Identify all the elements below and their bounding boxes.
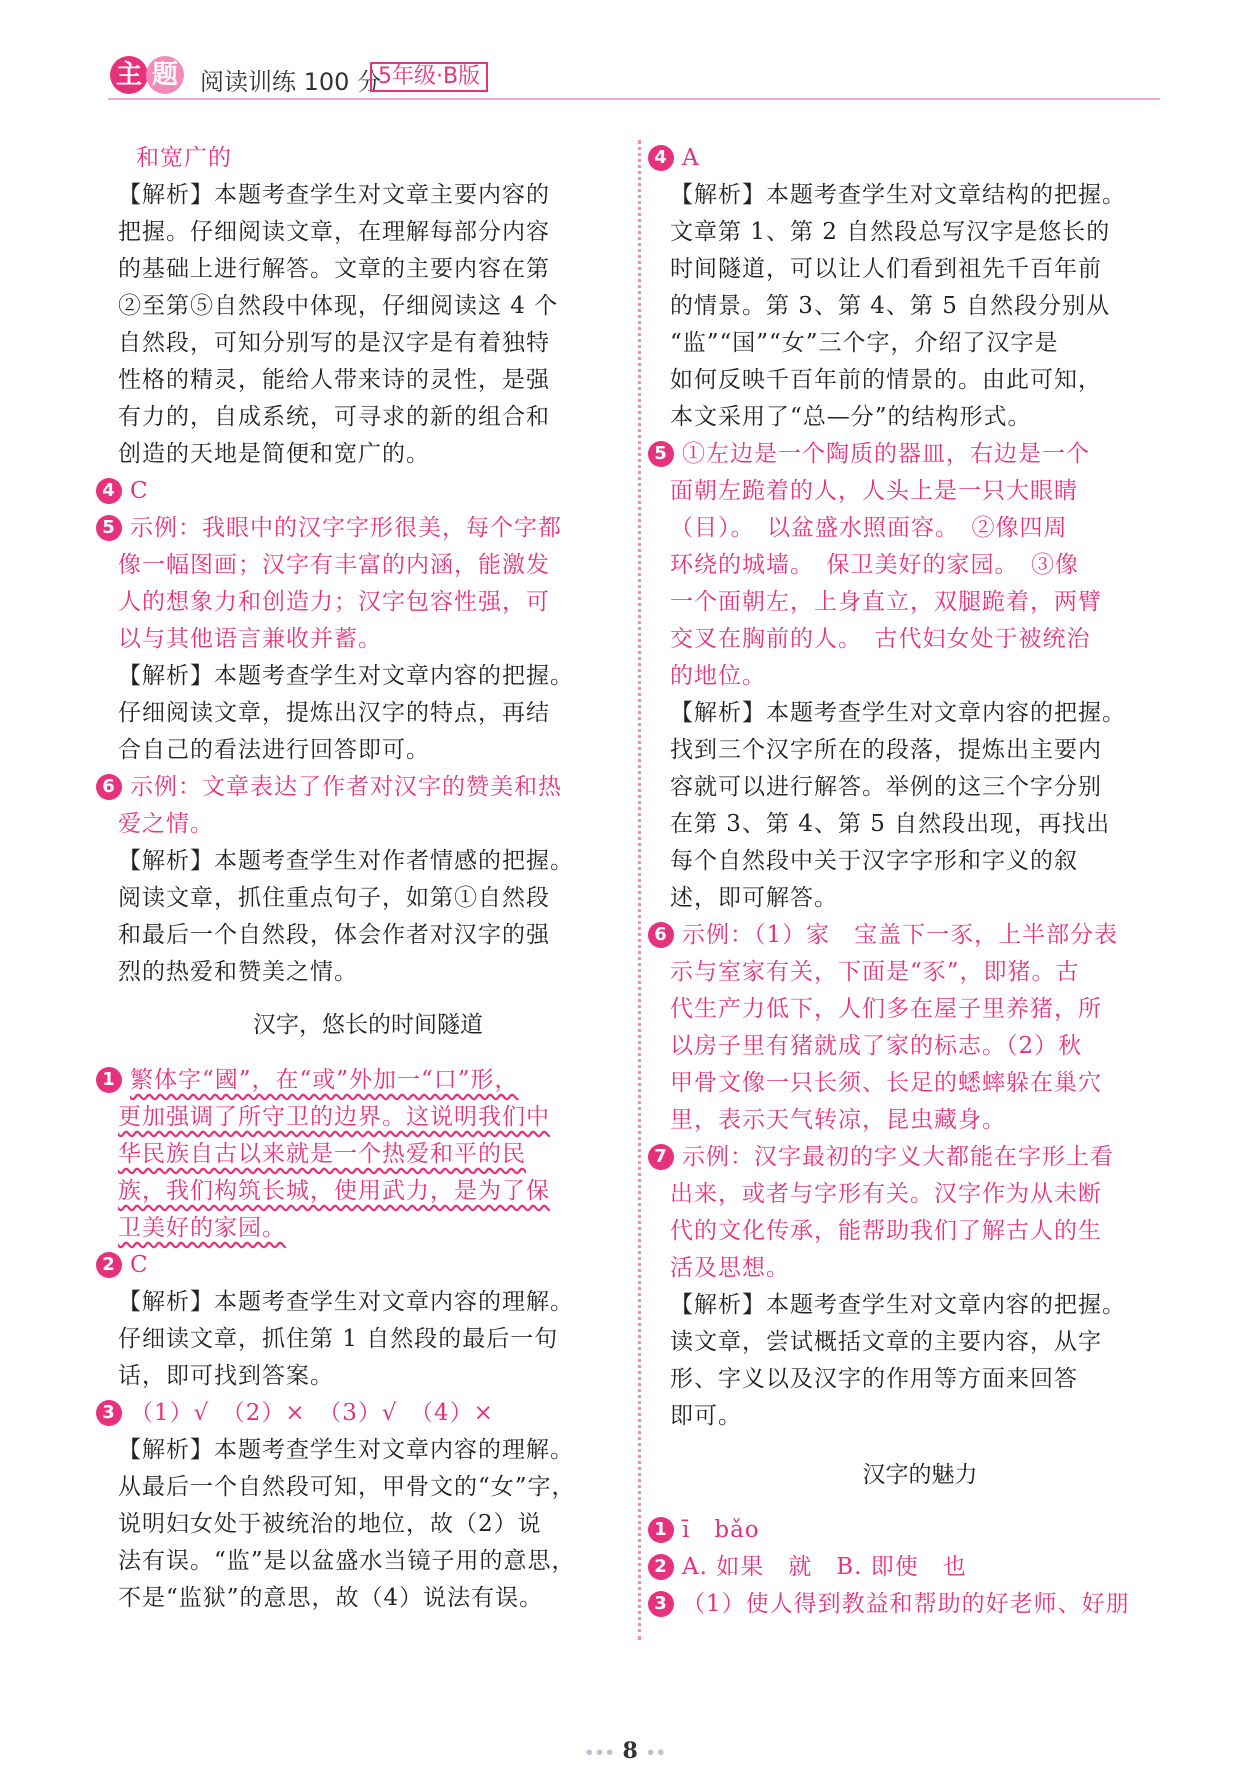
answer-line: 环绕的城墙。 保卫美好的家园。 ③像 [670,552,1079,578]
section-question-6 [654,917,1170,1139]
question-number-badge: 4 [96,478,122,504]
question-number-badge: 7 [648,1144,674,1170]
right-column [654,140,1170,1623]
answer-line: 示例：（1）家 宝盖下一豕，上半部分表 [682,922,1119,948]
logo-char-1: 主 [110,56,148,94]
charm-question-2 [648,1549,1170,1586]
analysis-line: 【解析】本题考查学生对文章主要内容的 [118,182,550,208]
question-number-badge: 6 [96,774,122,800]
analysis-line: 【解析】本题考查学生对作者情感的把握。 [118,848,574,874]
answer-line: 示例：文章表达了作者对汉字的赞美和热 [130,774,562,800]
answer-text: C [130,478,149,504]
answer-text: A [682,145,700,171]
question-number-badge: 5 [96,515,122,541]
answer-line: 一个面朝左，上身直立，双腿跪着，两臂 [670,589,1102,615]
analysis-line: 即可。 [670,1403,742,1429]
question-number-badge: 3 [648,1591,674,1617]
analysis-line: 合自己的看法进行回答即可。 [118,737,430,763]
question-number-badge: 2 [96,1252,122,1278]
answer-line: 华民族自古以来就是一个热爱和平的民 [118,1141,526,1167]
answer-line: 示与室家有关，下面是“豕”，即猪。古 [670,959,1080,985]
question-number-badge: 4 [648,145,674,171]
analysis-line: 本文采用了“总—分”的结构形式。 [670,404,1032,430]
page-dots-right: •• [645,1743,666,1762]
analysis-line: 话，即可找到答案。 [118,1363,334,1389]
section-question-2 [102,1247,618,1395]
section-question-7 [654,1139,1170,1435]
logo-char-2: 题 [146,56,184,94]
section-question-1 [102,1062,618,1247]
question-number-badge: 3 [96,1400,122,1426]
answer-line: 里，表示天气转凉，昆虫藏身。 [670,1107,1006,1133]
analysis-line: 每个自然段中关于汉字字形和字义的叙 [670,848,1078,874]
section-question-4 [654,140,1170,436]
book-title: 阅读训练 100 分 [200,68,382,96]
analysis-line: 和最后一个自然段，体会作者对汉字的强 [118,922,550,948]
answer-line: 的地位。 [670,663,766,689]
answer-line: 繁体字“國”，在“或”外加一“口”形， [130,1067,519,1093]
question-4 [96,473,618,510]
analysis-line: 【解析】本题考查学生对文章内容的把握。 [118,663,574,689]
analysis-line: “监”“国”“女”三个字，介绍了汉字是 [670,330,1059,356]
analysis-line: 自然段，可知分别写的是汉字是有着独特 [118,330,550,356]
column-divider [638,140,641,1640]
answer-line: 更加强调了所守卫的边界。这说明我们中 [118,1104,550,1130]
analysis-line: 有力的，自成系统，可寻求的新的组合和 [118,404,550,430]
section-title: 汉字，悠长的时间隧道 [253,1012,483,1038]
analysis-line: 文章第 1、第 2 自然段总写汉字是悠长的 [670,219,1111,245]
answer-text: A. 如果 就 B. 即使 也 [682,1554,967,1580]
charm-question-1 [648,1512,1170,1549]
charm-question-3 [648,1586,1170,1623]
series-logo [108,52,190,96]
left-column [102,140,618,1617]
page-number-value: 8 [622,1738,638,1764]
analysis-line: 的基础上进行解答。文章的主要内容在第 [118,256,550,282]
answer-line: 面朝左跪着的人，人头上是一只大眼睛 [670,478,1078,504]
answer-line: 代生产力低下，人们多在屋子里养猪，所 [670,996,1102,1022]
section-title: 汉字的魅力 [862,1462,978,1488]
answer-line: ①左边是一个陶质的器皿，右边是一个 [682,441,1090,467]
analysis-line: 述，即可解答。 [670,885,838,911]
question-5 [102,510,618,769]
answer-line: 示例：汉字最初的字义大都能在字形上看 [682,1144,1114,1170]
answer-line: 交叉在胸前的人。 古代妇女处于被统治 [670,626,1091,652]
grade-badge: 5年级·B版 [370,62,488,92]
question-number-badge: 5 [648,441,674,467]
analysis-line: 说明妇女处于被统治的地位，故（2）说 [118,1511,542,1537]
analysis-line: 【解析】本题考查学生对文章结构的把握。 [670,182,1126,208]
question-number-badge: 6 [648,922,674,948]
analysis-line: 的情景。第 3、第 4、第 5 自然段分别从 [670,293,1111,319]
answer-line: 卫美好的家园。 [118,1215,286,1241]
analysis-line: 不是“监狱”的意思，故（4）说法有误。 [118,1585,544,1611]
analysis-line: 仔细阅读文章，提炼出汉字的特点，再结 [118,700,550,726]
analysis-line: 阅读文章，抓住重点句子，如第①自然段 [118,885,550,911]
answer-line: 以房子里有猪就成了家的标志。（2）秋 [670,1033,1083,1059]
analysis-block [118,177,618,473]
section-question-5 [654,436,1170,917]
analysis-line: 【解析】本题考查学生对文章内容的把握。 [670,1292,1126,1318]
answer-line: 代的文化传承，能帮助我们了解古人的生 [670,1218,1102,1244]
answer-line: 出来，或者与字形有关。汉字作为从未断 [670,1181,1102,1207]
analysis-line: 在第 3、第 4、第 5 自然段出现，再找出 [670,811,1111,837]
question-number-badge: 2 [648,1554,674,1580]
question-number-badge: 1 [648,1517,674,1543]
answer-line: 像一幅图画；汉字有丰富的内涵，能激发 [118,552,550,578]
answer-continuation: 和宽广的 [136,145,232,171]
analysis-line: 【解析】本题考查学生对文章内容的理解。 [118,1289,574,1315]
analysis-line: 如何反映千百年前的情景的。由此可知， [670,367,1102,393]
page-dots-left: ••• [584,1743,615,1762]
analysis-line: 形、字义以及汉字的作用等方面来回答 [670,1366,1078,1392]
answer-text: ī bǎo [682,1517,760,1543]
answer-line: 爱之情。 [118,811,214,837]
analysis-line: ②至第⑤自然段中体现，仔细阅读这 4 个 [118,293,559,319]
analysis-line: 时间隧道，可以让人们看到祖先千百年前 [670,256,1102,282]
header-rule [108,98,1160,100]
answer-line: 示例：我眼中的汉字字形很美，每个字都 [130,515,562,541]
analysis-line: 创造的天地是简便和宽广的。 [118,441,430,467]
answer-line: （目）。 以盆盛水照面容。 ②像四周 [670,515,1068,541]
question-number-badge: 1 [96,1067,122,1093]
analysis-line: 【解析】本题考查学生对文章内容的理解。 [118,1437,574,1463]
analysis-line: 找到三个汉字所在的段落，提炼出主要内 [670,737,1102,763]
question-6 [102,769,618,991]
analysis-line: 从最后一个自然段可知，甲骨文的“女”字， [118,1474,576,1500]
analysis-line: 烈的热爱和赞美之情。 [118,959,358,985]
page-header [108,52,1160,97]
answer-line: 甲骨文像一只长须、长足的蟋蟀躲在巢穴 [670,1070,1102,1096]
analysis-line: 把握。仔细阅读文章，在理解每部分内容 [118,219,550,245]
answer-line: 人的想象力和创造力；汉字包容性强，可 [118,589,550,615]
analysis-line: 容就可以进行解答。举例的这三个字分别 [670,774,1102,800]
analysis-line: 法有误。“监”是以盆盛水当镜子用的意思， [118,1548,576,1574]
answer-text: （1）使人得到教益和帮助的好老师、好朋 [682,1591,1130,1617]
analysis-line: 性格的精灵，能给人带来诗的灵性，是强 [118,367,550,393]
page-number [0,1738,1250,1764]
section-question-3 [102,1395,618,1617]
analysis-line: 读文章，尝试概括文章的主要内容，从字 [670,1329,1102,1355]
answer-line: 以与其他语言兼收并蓄。 [118,626,382,652]
answer-line: 活及思想。 [670,1255,790,1281]
answer-text: （1）√ （2）× （3）√ （4）× [130,1400,494,1426]
analysis-line: 【解析】本题考查学生对文章内容的把握。 [670,700,1126,726]
analysis-line: 仔细读文章，抓住第 1 自然段的最后一句 [118,1326,559,1352]
answer-text: C [130,1252,149,1278]
answer-line: 族，我们构筑长城，使用武力，是为了保 [118,1178,550,1204]
